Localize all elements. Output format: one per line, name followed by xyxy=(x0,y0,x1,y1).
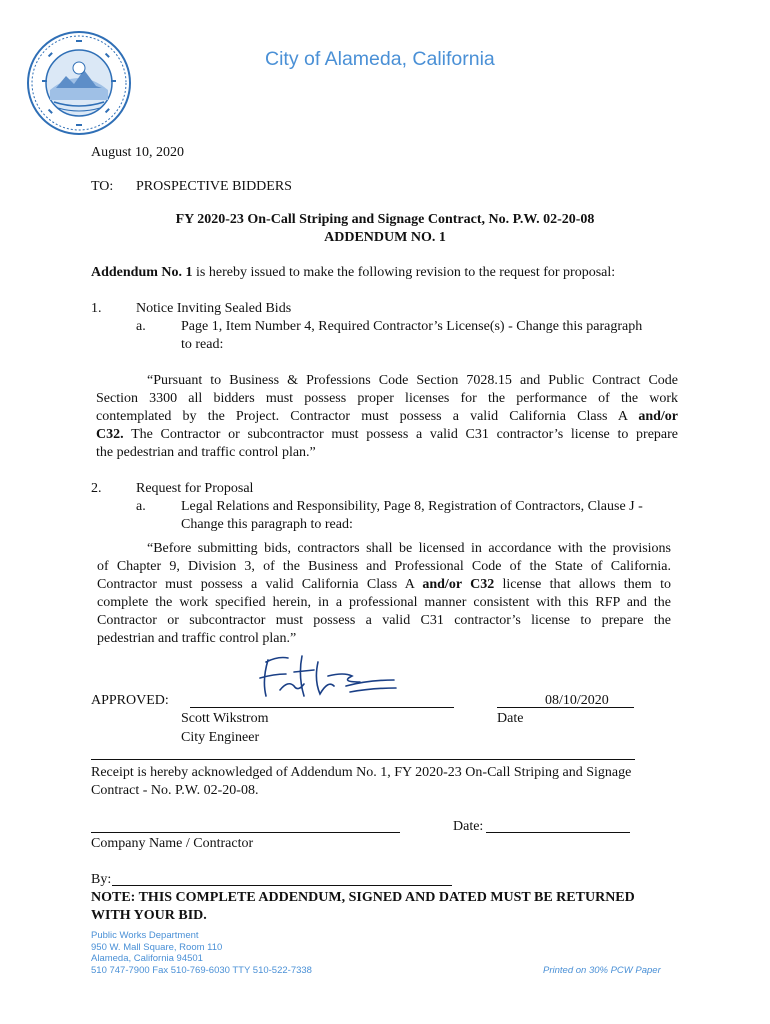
item-1-quote-line-2: Section 3300 all bidders must possess proper licenses for the performance of the work xyxy=(96,391,678,406)
item-2-title: Request for Proposal xyxy=(136,481,254,496)
letter-date: August 10, 2020 xyxy=(91,145,184,160)
footer-department: Public Works Department xyxy=(91,930,199,941)
item-1-quote-line-5: the pedestrian and traffic control plan.” xyxy=(96,445,316,460)
note-line-1: NOTE: THIS COMPLETE ADDENDUM, SIGNED AND DATED MUST BE RETURNED xyxy=(91,890,635,905)
item-2-quote-line-1: “Before submitting bids, contractors shall be licensed in accordance with the provisions xyxy=(147,541,671,556)
item-1-sub-line-1: Page 1, Item Number 4, Required Contractor’s License(s) - Change this paragraph xyxy=(181,319,643,334)
item-1-quote-line-3 xyxy=(96,408,678,425)
intro-rest: is hereby issued to make the following revision to the request for proposal: xyxy=(192,265,616,280)
approved-signature-line[interactable] xyxy=(190,707,454,708)
to-recipient: PROSPECTIVE BIDDERS xyxy=(136,179,292,194)
item-2-quote-line-6: pedestrian and traffic control plan.” xyxy=(97,631,297,646)
item-2-quote-line-5: Contractor or subcontractor must possess a valid C31 contractor’s license to prepare the xyxy=(97,613,671,628)
item-1-number: 1. xyxy=(91,301,102,316)
footer-phones: 510 747-7900 Fax 510-769-6030 TTY 510-522-7338 xyxy=(91,964,312,976)
receipt-line-1: Receipt is hereby acknowledged of Addendum No. 1, FY 2020-23 On-Call Striping and Signage xyxy=(91,765,632,780)
by-signature-line[interactable] xyxy=(112,885,452,886)
signature-mark xyxy=(248,650,398,702)
item-2-sub-line-2: Change this paragraph to read: xyxy=(181,517,353,532)
note-line-2: WITH YOUR BID. xyxy=(91,908,207,923)
item-1-sub-letter: a. xyxy=(136,319,146,334)
footer-address-1: 950 W. Mall Square, Room 110 xyxy=(91,941,223,953)
item-2-quote-line-3-pre: Contractor must possess a valid California Class A xyxy=(97,577,423,592)
approval-date-label: Date xyxy=(497,711,524,726)
receipt-date-label: Date: xyxy=(453,819,484,834)
item-1-title: Notice Inviting Sealed Bids xyxy=(136,301,292,316)
intro-paragraph xyxy=(91,264,615,281)
city-seal-logo xyxy=(26,30,132,136)
receipt-date-line[interactable] xyxy=(486,832,630,833)
item-1-quote-line-4 xyxy=(96,426,678,443)
approver-name: Scott Wikstrom xyxy=(181,711,269,726)
receipt-divider xyxy=(91,759,635,760)
intro-bold: Addendum No. 1 xyxy=(91,265,193,280)
company-name-label: Company Name / Contractor xyxy=(91,836,254,851)
item-2-number: 2. xyxy=(91,481,102,496)
item-2-quote-line-4: complete the work specified herein, in a professional manner consistent with this RFP and the xyxy=(97,595,671,610)
approval-date-line xyxy=(497,707,634,708)
item-2-quote-line-2: of Chapter 9, Division 3, of the Business and Professional Code of the State of California. xyxy=(97,559,671,574)
subject-line-2: ADDENDUM NO. 1 xyxy=(324,230,446,245)
item-2-quote-line-3-bold: and/or C32 xyxy=(422,577,495,592)
footer-printed-note: Printed on 30% PCW Paper xyxy=(543,964,661,976)
company-name-line[interactable] xyxy=(91,832,400,833)
city-title: City of Alameda, California xyxy=(265,48,495,70)
by-label: By: xyxy=(91,872,112,887)
item-2-sub-line-1: Legal Relations and Responsibility, Page 8, Registration of Contractors, Clause J - xyxy=(181,499,643,514)
receipt-line-2: Contract - No. P.W. 02-20-08. xyxy=(91,783,259,798)
item-2-quote-line-3 xyxy=(97,576,671,593)
approver-role: City Engineer xyxy=(181,730,260,745)
item-1-quote-line-3-text: contemplated by the Project. Contractor must possess a valid California Class A xyxy=(96,409,639,424)
to-label: TO: xyxy=(91,179,114,194)
item-1-quote-line-3-bold: and/or xyxy=(638,409,678,424)
item-1-sub-line-2: to read: xyxy=(181,337,224,352)
subject-line-1: FY 2020-23 On-Call Striping and Signage Contract, No. P.W. 02-20-08 xyxy=(175,212,595,227)
item-2-quote-line-3-post: license that allows them to xyxy=(494,577,671,592)
item-1-quote-line-1: “Pursuant to Business & Professions Code Section 7028.15 and Public Contract Code xyxy=(147,373,678,388)
approval-date-value: 08/10/2020 xyxy=(545,693,609,708)
approved-label: APPROVED: xyxy=(91,693,169,708)
item-2-sub-letter: a. xyxy=(136,499,146,514)
item-1-quote-line-4-text: The Contractor or subcontractor must possess a valid C31 contractor’s license to prepare xyxy=(123,427,678,442)
item-1-quote-line-4-bold: C32. xyxy=(96,427,124,442)
footer-address-2: Alameda, California 94501 xyxy=(91,953,203,964)
